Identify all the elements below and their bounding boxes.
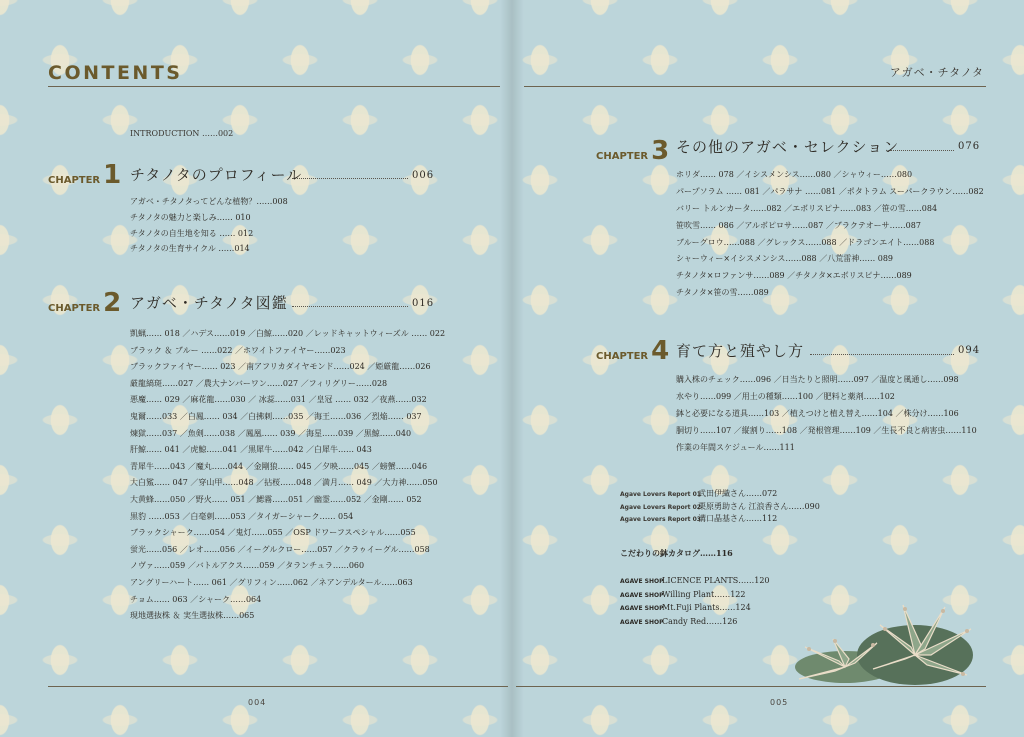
leader-dots (890, 150, 954, 151)
shop-text: Candy Red……126 (662, 616, 738, 626)
chapter-1-label (48, 160, 121, 190)
toc-entry[interactable]: チタノタの生育サイクル ……014 (130, 244, 250, 254)
toc-entry[interactable]: ホリダ…… 078 ／イシスメンシス……080 ／シャウィー……080 (676, 170, 913, 179)
chapter-number: 2 (103, 288, 122, 318)
toc-entry[interactable]: シャーウィー×イシスメンシス……088 ／八荒雷神…… 089 (676, 254, 894, 264)
report-entry[interactable] (620, 501, 820, 514)
toc-entry[interactable]: ブラックシャーク……054 ／鬼灯……055 ／OSP ドワーフスペシャル……055 (130, 528, 416, 538)
chapter-1-page: 006 (412, 170, 435, 181)
chapter-4-title[interactable]: 育て方と殖やし方 (676, 342, 805, 360)
toc-entry[interactable]: 黒豹 ……053 ／白毫刺……053 ／タイガーシャーク…… 054 (130, 511, 354, 521)
leader-dots (292, 178, 408, 179)
report-text: 栗原勇助さん 江浪香さん……090 (698, 501, 820, 511)
shop-entry[interactable] (620, 576, 770, 590)
toc-entry[interactable]: 悪魔…… 029 ／麻花龍……030 ／ 冰蕊……031 ／皇冠 …… 032 ／夜燕……032 (130, 395, 427, 405)
toc-entry[interactable]: 大黄蜂……050 ／野火…… 051 ／鰓霧……051 ／幽霊……052 ／金剛…… 052 (130, 494, 422, 504)
chapter-2-title[interactable]: アガベ・チタノタ図鑑 (130, 294, 288, 312)
toc-entry[interactable]: 鬼爾……033 ／白鳳…… 034 ／白拂刺……035 ／海王……036 ／烈焔…… 037 (130, 411, 422, 421)
pot-catalog-entry[interactable]: こだわりの鉢カタログ……116 (620, 548, 733, 558)
running-head: アガベ・チタノタ (889, 66, 984, 79)
toc-entry[interactable]: 購入株のチェック……096 ／日当たりと照明……097 ／温度と風通し……098 (676, 375, 959, 384)
shop-tag: AGAVE SHOP (620, 605, 664, 612)
report-entry[interactable] (620, 488, 820, 501)
shop-tag: AGAVE SHOP (620, 618, 664, 626)
shop-entry[interactable] (620, 603, 770, 617)
chapter-4-label (596, 336, 669, 366)
chapter-2-items (130, 327, 445, 626)
chapter-word: CHAPTER (48, 303, 101, 314)
toc-entry[interactable]: ノヴァ……059 ／バトルアクス……059 ／タランチュラ……060 (130, 561, 365, 571)
chapter-1-items (130, 195, 288, 258)
chapter-number: 4 (651, 336, 670, 366)
chapter-2-label (48, 288, 121, 318)
report-tag: Agave Lovers Report 02 (620, 503, 701, 511)
chapter-number: 1 (103, 160, 122, 190)
toc-entry[interactable]: 水やり……099 ／用土の種類……100 ／肥料と薬剤……102 (676, 391, 895, 401)
chapter-4-items (676, 373, 977, 457)
toc-entry[interactable]: ブラック ＆ ブルー ……022 ／ホワイトファイヤー……023 (130, 345, 346, 355)
toc-introduction[interactable]: INTRODUCTION ……002 (130, 129, 234, 138)
chapter-2-page: 016 (412, 298, 435, 309)
shop-entry[interactable] (620, 617, 770, 631)
bottom-rule-left (48, 686, 508, 687)
chapter-word: CHAPTER (596, 151, 649, 162)
top-rule-right (524, 86, 986, 87)
shop-tag: AGAVE SHOP (620, 578, 664, 585)
toc-entry[interactable]: チタノタ×笹の雪……089 (676, 288, 769, 298)
report-tag: Agave Lovers Report 01 (620, 491, 701, 498)
toc-entry[interactable]: 作業の年間スケジュール……111 (676, 442, 795, 452)
toc-entry[interactable]: 現地選抜株 ＆ 実生選抜株……065 (130, 611, 255, 621)
toc-entry[interactable]: 鉢と必要になる道具……103 ／植えつけと植え替え……104 ／株分け……106 (676, 408, 959, 418)
toc-entry[interactable]: チョム…… 063 ／シャーク……064 (130, 594, 262, 604)
chapter-3-page: 076 (958, 141, 981, 152)
report-tag: Agave Lovers Report 03 (620, 516, 701, 523)
chapter-1-title[interactable]: チタノタのプロフィール (130, 166, 303, 184)
toc-entry[interactable]: 蛍光……056 ／レオ……056 ／イーグルクロー……057 ／クラゥイーグル……058 (130, 544, 430, 554)
shop-text: Mt.Fuji Plants……124 (662, 603, 751, 612)
report-text: 溝口晶基さん……112 (698, 514, 778, 523)
folio-right: 005 (770, 698, 789, 707)
toc-entry[interactable]: チタノタ×ロファンサ……089 ／チタノタ×エボリスピナ……089 (676, 271, 912, 281)
shop-text: Willing Plant……122 (662, 589, 746, 599)
toc-entry[interactable]: ブラックファイヤー…… 023 ／南アフリカダイヤモンド……024 ／姫厳龍……026 (130, 362, 431, 372)
toc-entry[interactable]: 凱蝋…… 018 ／ハデス……019 ／白鯨……020 ／レッドキャットウィーズル …… 022 (130, 329, 446, 338)
top-rule-left (48, 86, 500, 87)
toc-entry[interactable]: パープソラム …… 081 ／パラサナ ……081 ／ポタトラム スーパークラウン……082 (676, 186, 984, 196)
toc-entry[interactable]: バリー トルンカータ……082 ／エボリスピナ……083 ／笹の雪……084 (676, 203, 938, 213)
chapter-3-title[interactable]: その他のアガベ・セレクション (676, 138, 900, 156)
toc-entry[interactable]: 青犀牛……043 ／魔丸……044 ／金剛狼…… 045 ／夕映……045 ／螃蟹……046 (130, 461, 428, 471)
report-text: 武田伊織さん……072 (698, 489, 778, 498)
toc-entry[interactable]: 胴切り……107 ／縦割り……108 ／発根管理……109 ／生長不良と病害虫……110 (676, 425, 977, 435)
chapter-word: CHAPTER (596, 351, 649, 362)
leader-dots (810, 354, 954, 355)
shop-text: LICENCE PLANTS……120 (662, 576, 770, 585)
toc-entry[interactable]: 笹吹雪…… 086 ／アルボピロサ……087 ／ブラクテオーサ……087 (676, 220, 921, 230)
toc-entry[interactable]: チタノタの魅力と楽しみ…… 010 (130, 212, 251, 222)
chapter-3-items (676, 168, 984, 303)
chapter-3-label (596, 136, 669, 166)
contents-title: CONTENTS (48, 62, 183, 84)
toc-entry[interactable]: アガベ・チタノタってどんな植物？……008 (130, 197, 288, 206)
chapter-4-page: 094 (958, 345, 981, 356)
shop-entry[interactable] (620, 590, 770, 604)
page-gutter (500, 0, 524, 737)
shop-list (620, 576, 770, 630)
chapter-number: 3 (651, 136, 670, 166)
chapter-word: CHAPTER (48, 175, 101, 186)
report-entry[interactable] (620, 513, 820, 526)
shop-tag: AGAVE SHOP (620, 591, 664, 599)
leader-dots (292, 306, 408, 307)
toc-entry[interactable]: アングリーハート…… 061 ／グリフィン……062 ／ネアンデルタール……063 (130, 577, 413, 587)
toc-entry[interactable]: 煉獄……037 ／魚剣……038 ／鳳凰…… 039 ／海星……039 ／黒鯨……040 (130, 428, 412, 438)
toc-entry[interactable]: 厳龍縞斑……027 ／農大ナンバーワン……027 ／フィリグリー……028 (130, 378, 388, 388)
toc-entry[interactable]: ブルーグロウ……088 ／グレックス……088 ／ドラゴンエイト……088 (676, 237, 935, 247)
folio-left: 004 (248, 698, 267, 707)
toc-entry[interactable]: 大白鯊…… 047 ／穿山甲……048 ／拈桜……048 ／満月…… 049 ／大力神……050 (130, 478, 438, 488)
report-list (620, 488, 820, 526)
toc-entry[interactable]: 肝鯨…… 041 ／虎鯨……041 ／黒犀牛……042 ／白犀牛…… 043 (130, 445, 372, 455)
toc-entry[interactable]: チタノタの自生地を知る …… 012 (130, 228, 254, 238)
agave-plant-photo (785, 595, 975, 687)
